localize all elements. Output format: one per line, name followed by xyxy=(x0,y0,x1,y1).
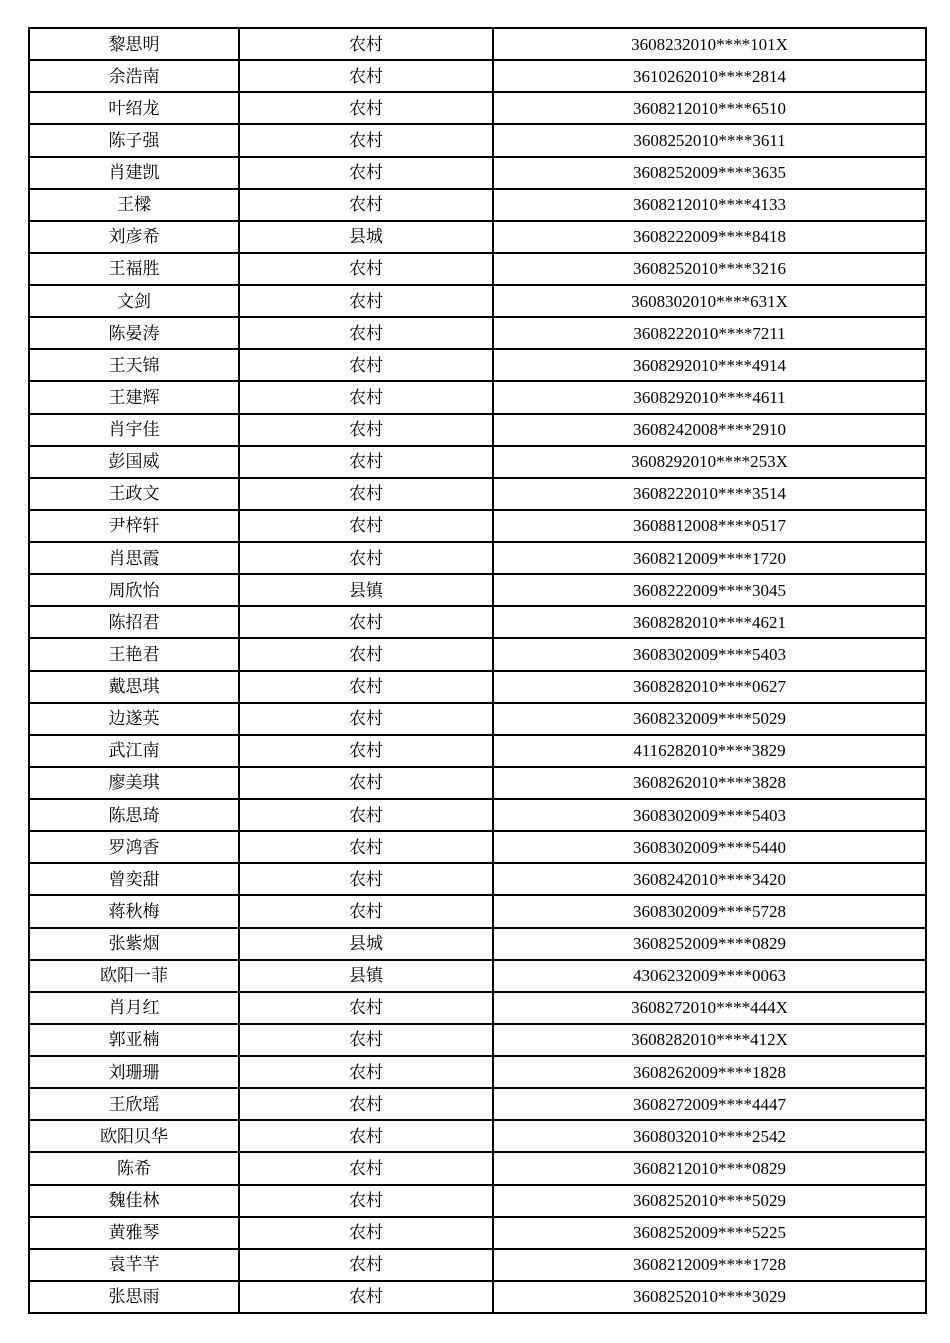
table-row xyxy=(29,831,926,863)
residence-type-cell: 农村 xyxy=(239,349,493,381)
id-number-cell: 3608222010****3514 xyxy=(493,478,926,510)
student-name-cell: 陈子强 xyxy=(29,124,239,156)
residence-type-cell: 农村 xyxy=(239,317,493,349)
residence-type-cell: 农村 xyxy=(239,799,493,831)
residence-type-cell: 农村 xyxy=(239,1281,493,1313)
residence-type-cell: 县城 xyxy=(239,928,493,960)
id-number-cell: 3608212010****0829 xyxy=(493,1152,926,1184)
student-name-cell: 陈招君 xyxy=(29,606,239,638)
table-row xyxy=(29,767,926,799)
table-row xyxy=(29,92,926,124)
table-row xyxy=(29,446,926,478)
student-name-cell: 刘彦希 xyxy=(29,221,239,253)
student-name-cell: 王天锦 xyxy=(29,349,239,381)
id-number-cell: 3608222009****3045 xyxy=(493,574,926,606)
residence-type-cell: 农村 xyxy=(239,1024,493,1056)
student-name-cell: 陈希 xyxy=(29,1152,239,1184)
residence-type-cell: 农村 xyxy=(239,895,493,927)
residence-type-cell: 农村 xyxy=(239,1088,493,1120)
residence-type-cell: 农村 xyxy=(239,1185,493,1217)
table-row xyxy=(29,574,926,606)
residence-type-cell: 农村 xyxy=(239,1249,493,1281)
residence-type-cell: 农村 xyxy=(239,671,493,703)
table-row xyxy=(29,253,926,285)
student-name-cell: 张紫烟 xyxy=(29,928,239,960)
residence-type-cell: 农村 xyxy=(239,863,493,895)
residence-type-cell: 农村 xyxy=(239,1152,493,1184)
id-number-cell: 3608252009****5225 xyxy=(493,1217,926,1249)
table-row xyxy=(29,542,926,574)
student-name-cell: 王福胜 xyxy=(29,253,239,285)
table-row xyxy=(29,349,926,381)
residence-type-cell: 农村 xyxy=(239,157,493,189)
table-row xyxy=(29,1120,926,1152)
id-number-cell: 3608302009****5403 xyxy=(493,638,926,670)
table-row xyxy=(29,863,926,895)
id-number-cell: 3608232009****5029 xyxy=(493,703,926,735)
student-name-cell: 尹梓轩 xyxy=(29,510,239,542)
student-name-cell: 欧阳贝华 xyxy=(29,1120,239,1152)
student-name-cell: 王艳君 xyxy=(29,638,239,670)
table-row xyxy=(29,317,926,349)
table-row xyxy=(29,703,926,735)
id-number-cell: 3608212009****1720 xyxy=(493,542,926,574)
id-number-cell: 3608282010****412X xyxy=(493,1024,926,1056)
table-row xyxy=(29,992,926,1024)
student-name-cell: 肖思霞 xyxy=(29,542,239,574)
id-number-cell: 3608252009****0829 xyxy=(493,928,926,960)
student-name-cell: 袁芊芊 xyxy=(29,1249,239,1281)
residence-type-cell: 农村 xyxy=(239,767,493,799)
id-number-cell: 3608292010****253X xyxy=(493,446,926,478)
table-row xyxy=(29,1249,926,1281)
id-number-cell: 3608272010****444X xyxy=(493,992,926,1024)
table-row xyxy=(29,510,926,542)
residence-type-cell: 县镇 xyxy=(239,960,493,992)
table-row xyxy=(29,28,926,60)
table-row xyxy=(29,799,926,831)
student-name-cell: 蒋秋梅 xyxy=(29,895,239,927)
student-name-cell: 周欣怡 xyxy=(29,574,239,606)
residence-type-cell: 农村 xyxy=(239,124,493,156)
student-name-cell: 肖建凯 xyxy=(29,157,239,189)
student-name-cell: 王欣瑶 xyxy=(29,1088,239,1120)
table-row xyxy=(29,895,926,927)
id-number-cell: 3608282010****4621 xyxy=(493,606,926,638)
table-row xyxy=(29,285,926,317)
table-row xyxy=(29,1088,926,1120)
residence-type-cell: 农村 xyxy=(239,606,493,638)
student-name-cell: 欧阳一菲 xyxy=(29,960,239,992)
records-table-body xyxy=(29,28,926,1313)
residence-type-cell: 农村 xyxy=(239,1217,493,1249)
id-number-cell: 3608222009****8418 xyxy=(493,221,926,253)
residence-type-cell: 农村 xyxy=(239,478,493,510)
id-number-cell: 3608302009****5403 xyxy=(493,799,926,831)
student-name-cell: 王建辉 xyxy=(29,381,239,413)
residence-type-cell: 农村 xyxy=(239,446,493,478)
residence-type-cell: 农村 xyxy=(239,60,493,92)
student-name-cell: 叶绍龙 xyxy=(29,92,239,124)
table-row xyxy=(29,1217,926,1249)
residence-type-cell: 农村 xyxy=(239,703,493,735)
residence-type-cell: 农村 xyxy=(239,1056,493,1088)
id-number-cell: 3608252010****3611 xyxy=(493,124,926,156)
table-row xyxy=(29,157,926,189)
id-number-cell: 3608222010****7211 xyxy=(493,317,926,349)
table-row xyxy=(29,1024,926,1056)
table-row xyxy=(29,124,926,156)
table-row xyxy=(29,221,926,253)
table-row xyxy=(29,414,926,446)
table-row xyxy=(29,1281,926,1313)
student-name-cell: 武江南 xyxy=(29,735,239,767)
id-number-cell: 3608212010****4133 xyxy=(493,189,926,221)
id-number-cell: 3608292010****4611 xyxy=(493,381,926,413)
residence-type-cell: 农村 xyxy=(239,381,493,413)
id-number-cell: 3608302010****631X xyxy=(493,285,926,317)
residence-type-cell: 县城 xyxy=(239,221,493,253)
id-number-cell: 3608252010****3029 xyxy=(493,1281,926,1313)
student-name-cell: 郭亚楠 xyxy=(29,1024,239,1056)
student-name-cell: 曾奕甜 xyxy=(29,863,239,895)
residence-type-cell: 农村 xyxy=(239,253,493,285)
id-number-cell: 3608032010****2542 xyxy=(493,1120,926,1152)
residence-type-cell: 农村 xyxy=(239,992,493,1024)
table-row xyxy=(29,606,926,638)
student-name-cell: 王政文 xyxy=(29,478,239,510)
id-number-cell: 3608292010****4914 xyxy=(493,349,926,381)
residence-type-cell: 农村 xyxy=(239,414,493,446)
id-number-cell: 3608242008****2910 xyxy=(493,414,926,446)
table-row xyxy=(29,735,926,767)
id-number-cell: 4116282010****3829 xyxy=(493,735,926,767)
id-number-cell: 3608212009****1728 xyxy=(493,1249,926,1281)
id-number-cell: 3608232010****101X xyxy=(493,28,926,60)
student-name-cell: 王樑 xyxy=(29,189,239,221)
residence-type-cell: 农村 xyxy=(239,285,493,317)
student-name-cell: 张思雨 xyxy=(29,1281,239,1313)
id-number-cell: 4306232009****0063 xyxy=(493,960,926,992)
student-name-cell: 黄雅琴 xyxy=(29,1217,239,1249)
table-row xyxy=(29,928,926,960)
table-row xyxy=(29,189,926,221)
table-row xyxy=(29,638,926,670)
table-row xyxy=(29,1152,926,1184)
residence-type-cell: 县镇 xyxy=(239,574,493,606)
id-number-cell: 3608262010****3828 xyxy=(493,767,926,799)
table-row xyxy=(29,381,926,413)
residence-type-cell: 农村 xyxy=(239,831,493,863)
id-number-cell: 3608242010****3420 xyxy=(493,863,926,895)
id-number-cell: 3608252009****3635 xyxy=(493,157,926,189)
table-row xyxy=(29,1056,926,1088)
residence-type-cell: 农村 xyxy=(239,1120,493,1152)
id-number-cell: 3608212010****6510 xyxy=(493,92,926,124)
student-name-cell: 戴思琪 xyxy=(29,671,239,703)
id-number-cell: 3608262009****1828 xyxy=(493,1056,926,1088)
student-name-cell: 廖美琪 xyxy=(29,767,239,799)
student-name-cell: 彭国威 xyxy=(29,446,239,478)
residence-type-cell: 农村 xyxy=(239,92,493,124)
id-number-cell: 3610262010****2814 xyxy=(493,60,926,92)
table-row xyxy=(29,1185,926,1217)
student-name-cell: 余浩南 xyxy=(29,60,239,92)
student-name-cell: 陈晏涛 xyxy=(29,317,239,349)
student-name-cell: 陈思琦 xyxy=(29,799,239,831)
table-row xyxy=(29,478,926,510)
id-number-cell: 3608302009****5440 xyxy=(493,831,926,863)
student-name-cell: 罗鸿香 xyxy=(29,831,239,863)
table-row xyxy=(29,960,926,992)
student-name-cell: 肖月红 xyxy=(29,992,239,1024)
id-number-cell: 3608282010****0627 xyxy=(493,671,926,703)
residence-type-cell: 农村 xyxy=(239,189,493,221)
id-number-cell: 3608272009****4447 xyxy=(493,1088,926,1120)
student-name-cell: 文剑 xyxy=(29,285,239,317)
student-name-cell: 魏佳林 xyxy=(29,1185,239,1217)
id-number-cell: 3608252010****5029 xyxy=(493,1185,926,1217)
table-row xyxy=(29,671,926,703)
table-row xyxy=(29,60,926,92)
residence-type-cell: 农村 xyxy=(239,510,493,542)
student-records-table xyxy=(28,27,927,1314)
id-number-cell: 3608812008****0517 xyxy=(493,510,926,542)
residence-type-cell: 农村 xyxy=(239,638,493,670)
residence-type-cell: 农村 xyxy=(239,542,493,574)
student-name-cell: 肖宇佳 xyxy=(29,414,239,446)
id-number-cell: 3608302009****5728 xyxy=(493,895,926,927)
residence-type-cell: 农村 xyxy=(239,735,493,767)
residence-type-cell: 农村 xyxy=(239,28,493,60)
student-name-cell: 刘珊珊 xyxy=(29,1056,239,1088)
student-name-cell: 黎思明 xyxy=(29,28,239,60)
student-name-cell: 边遂英 xyxy=(29,703,239,735)
id-number-cell: 3608252010****3216 xyxy=(493,253,926,285)
